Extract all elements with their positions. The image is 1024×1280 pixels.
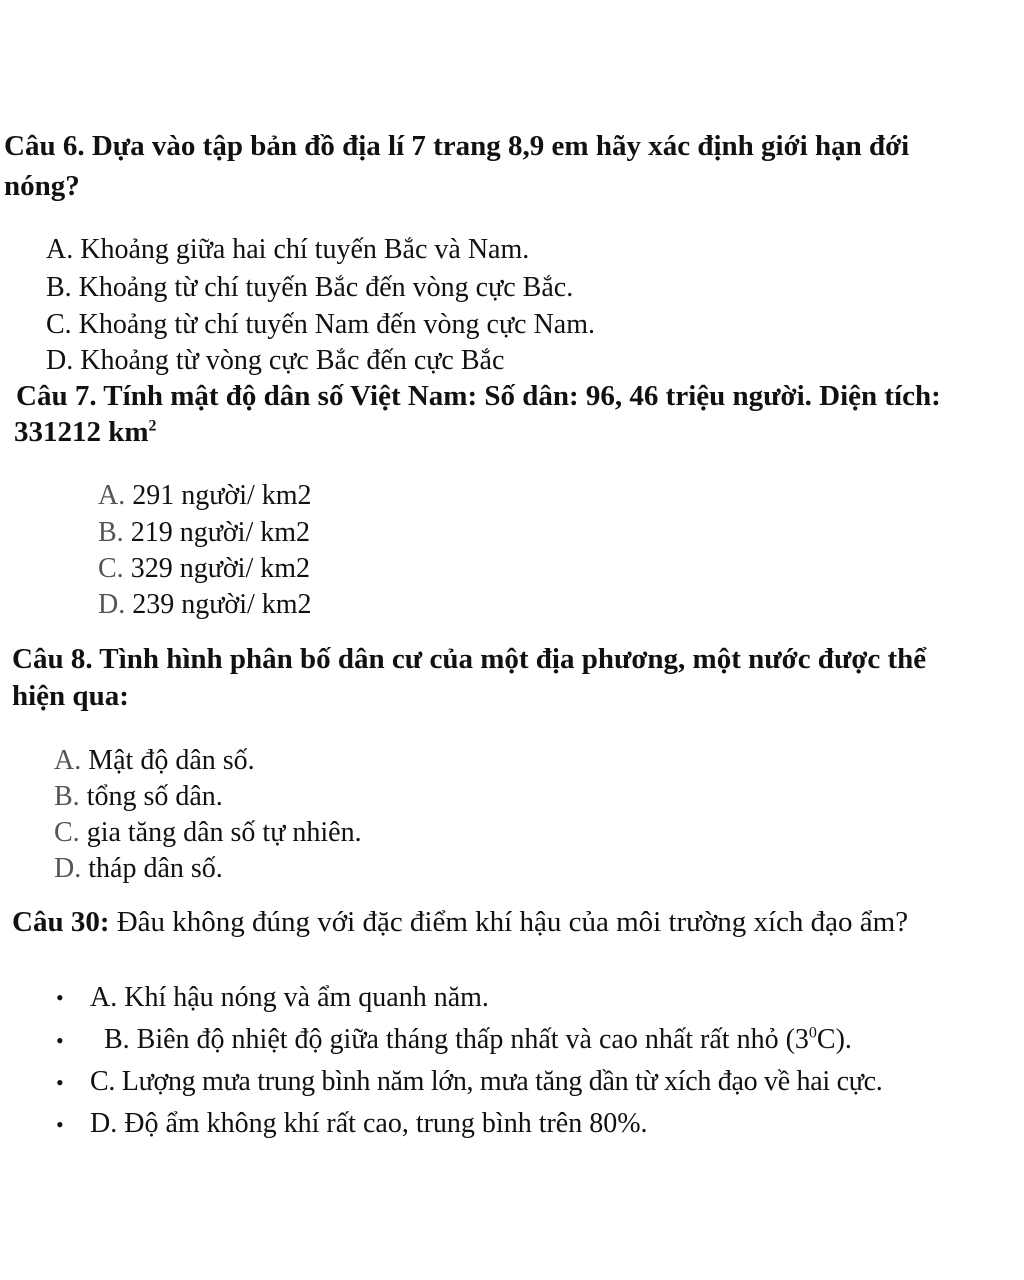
question-6-option-a: A. Khoảng giữa hai chí tuyến Bắc và Nam. <box>46 234 530 265</box>
option-text: 291 người/ km2 <box>132 480 312 511</box>
degree-superscript: 0 <box>808 1024 817 1042</box>
question-8-title-line2: hiện qua: <box>12 680 129 712</box>
option-text-tail: C). <box>816 1024 852 1055</box>
question-8-title-line1: Câu 8. Tình hình phân bố dân cư của một địa phương, một nước được thể <box>12 643 927 675</box>
question-7-option-b <box>98 515 310 551</box>
option-text: 239 người/ km2 <box>132 589 312 620</box>
question-7-area-unit-exponent: 2 <box>148 417 157 435</box>
bullet-icon: • <box>56 1070 64 1095</box>
option-letter: A. <box>54 745 82 776</box>
question-7-area: 331212 km <box>14 416 149 448</box>
question-30-option-c: C. Lượng mưa trung bình năm lớn, mưa tăng dần từ xích đạo về hai cực. <box>90 1066 883 1097</box>
option-text: B. Biên độ nhiệt độ giữa tháng thấp nhất và cao nhất rất nhỏ (3 <box>104 1024 809 1055</box>
option-text: 219 người/ km2 <box>130 517 311 548</box>
bullet-icon: • <box>56 1112 64 1137</box>
question-30-option-d: D. Độ ẩm không khí rất cao, trung bình trên 80%. <box>90 1108 648 1139</box>
question-7-title-line1: Câu 7. Tính mật độ dân số Việt Nam: Số dân: 96, 46 triệu người. Diện tích: <box>16 380 941 412</box>
question-8-option-b <box>54 779 223 815</box>
option-text: tháp dân số. <box>88 853 223 884</box>
question-30-option-b <box>104 1022 852 1058</box>
option-text: gia tăng dân số tự nhiên. <box>86 817 362 848</box>
question-7-option-c <box>98 551 310 587</box>
option-letter: B. <box>98 517 124 548</box>
question-8-option-a <box>54 743 255 779</box>
option-text: 329 người/ km2 <box>130 553 311 584</box>
question-6-title-line1: Câu 6. Dựa vào tập bản đồ địa lí 7 trang 8,9 em hãy xác định giới hạn đới <box>4 130 910 162</box>
option-letter: A. <box>98 480 126 511</box>
question-6-option-d: D. Khoảng từ vòng cực Bắc đến cực Bắc <box>46 345 505 376</box>
question-6-option-b: B. Khoảng từ chí tuyến Bắc đến vòng cực Bắc. <box>46 272 574 303</box>
question-8-option-d <box>54 851 223 887</box>
option-text: Mật độ dân số. <box>88 745 255 776</box>
question-8-option-c <box>54 815 362 851</box>
question-30-label: Câu 30: <box>12 906 110 938</box>
question-7-option-d <box>98 587 312 623</box>
option-text: tổng số dân. <box>86 781 223 812</box>
option-letter: C. <box>54 817 80 848</box>
question-6-title-line2: nóng? <box>4 170 80 202</box>
bullet-icon: • <box>56 1028 64 1053</box>
question-30-title <box>12 904 908 940</box>
question-7-option-a <box>98 478 312 514</box>
question-6-option-c: C. Khoảng từ chí tuyến Nam đến vòng cực Nam. <box>46 309 596 340</box>
option-letter: B. <box>54 781 80 812</box>
question-7-title-line2 <box>14 414 157 450</box>
option-letter: C. <box>98 553 124 584</box>
option-letter: D. <box>98 589 126 620</box>
option-letter: D. <box>54 853 82 884</box>
question-30-text: Đâu không đúng với đặc điểm khí hậu của môi trường xích đạo ẩm? <box>109 906 909 938</box>
bullet-icon: • <box>56 985 64 1010</box>
question-30-option-a: A. Khí hậu nóng và ẩm quanh năm. <box>90 982 489 1013</box>
